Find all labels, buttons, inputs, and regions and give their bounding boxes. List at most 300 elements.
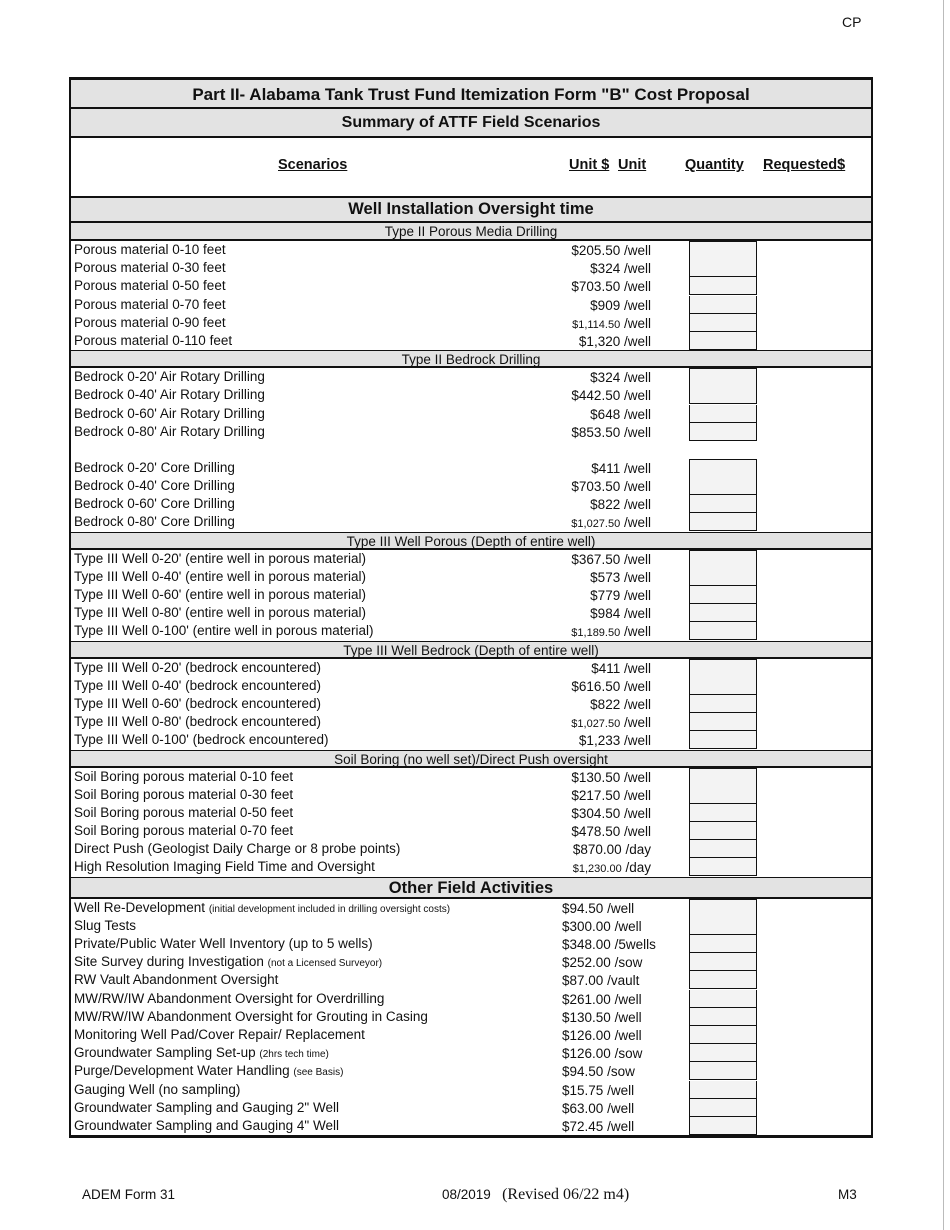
quantity-input[interactable] bbox=[689, 804, 757, 822]
requested-amount-cell[interactable] bbox=[757, 1099, 871, 1117]
type2-bedrock-air-rows bbox=[71, 368, 871, 441]
scenario-label bbox=[74, 569, 366, 584]
quantity-input[interactable] bbox=[689, 1062, 757, 1080]
requested-amount-cell[interactable] bbox=[757, 840, 871, 858]
header-quantity: Quantity bbox=[685, 157, 744, 173]
price-amount: $126.00 bbox=[562, 1027, 611, 1043]
table-row bbox=[71, 495, 871, 513]
unit-price bbox=[562, 937, 656, 952]
unit-price bbox=[590, 697, 651, 712]
table-row bbox=[71, 277, 871, 295]
header-requested: Requested$ bbox=[763, 157, 846, 173]
price-unit: /sow bbox=[614, 1046, 643, 1062]
section-type3-bedrock: Type III Well Bedrock (Depth of entire well) bbox=[71, 641, 871, 659]
requested-amount-cell[interactable] bbox=[757, 990, 871, 1008]
price-unit: /well bbox=[623, 551, 651, 567]
scenario-name: Type III Well 0-40' (bedrock encountered) bbox=[74, 677, 321, 693]
unit-price bbox=[562, 1119, 634, 1134]
unit-price bbox=[571, 388, 651, 403]
requested-amount-cell[interactable] bbox=[757, 568, 871, 586]
requested-amount-cell[interactable] bbox=[757, 513, 871, 531]
unit-price bbox=[571, 824, 651, 839]
price-amount: $324 bbox=[590, 370, 621, 386]
requested-amount-cell[interactable] bbox=[757, 586, 871, 604]
unit-price bbox=[579, 334, 651, 349]
quantity-input[interactable] bbox=[689, 1099, 757, 1117]
scenario-name: Porous material 0-70 feet bbox=[74, 296, 226, 312]
header-unit: Unit bbox=[618, 157, 647, 173]
requested-amount-cell[interactable] bbox=[757, 423, 871, 441]
scenario-name: Direct Push (Geologist Daily Charge or 8 probe points) bbox=[74, 841, 401, 857]
requested-amount-cell[interactable] bbox=[757, 695, 871, 713]
table-row bbox=[71, 1117, 871, 1135]
scenario-label bbox=[74, 1027, 365, 1042]
requested-amount-cell[interactable] bbox=[757, 935, 871, 953]
scenario-label bbox=[74, 805, 293, 820]
requested-amount-cell[interactable] bbox=[757, 858, 871, 876]
scenario-label bbox=[74, 660, 321, 675]
quantity-input[interactable] bbox=[689, 990, 757, 1008]
requested-amount-cell[interactable] bbox=[757, 786, 871, 804]
scenario-label bbox=[74, 315, 226, 330]
price-amount: $94.50 bbox=[562, 900, 604, 916]
requested-amount-cell[interactable] bbox=[757, 713, 871, 731]
scenario-label bbox=[74, 823, 293, 838]
price-amount: $870.00 bbox=[572, 842, 622, 858]
price-unit: /well bbox=[623, 569, 651, 585]
requested-amount-cell[interactable] bbox=[757, 368, 871, 386]
price-amount: $853.50 bbox=[571, 424, 621, 440]
unit-price bbox=[562, 1028, 642, 1043]
unit-price bbox=[562, 1010, 642, 1025]
price-amount: $442.50 bbox=[571, 388, 621, 404]
requested-amount-cell[interactable] bbox=[757, 1062, 871, 1080]
unit-price bbox=[573, 860, 651, 875]
price-unit: /well bbox=[623, 243, 651, 258]
quantity-input[interactable] bbox=[689, 1026, 757, 1044]
price-unit: /well bbox=[623, 424, 651, 440]
scenario-name: Well Re-Development bbox=[74, 899, 206, 915]
requested-amount-cell[interactable] bbox=[757, 731, 871, 749]
scenario-name: Groundwater Sampling Set-up bbox=[74, 1045, 256, 1061]
unit-price bbox=[590, 570, 651, 585]
quantity-input[interactable] bbox=[689, 368, 757, 387]
price-amount: $304.50 bbox=[571, 805, 621, 821]
requested-amount-cell[interactable] bbox=[757, 971, 871, 989]
quantity-input[interactable] bbox=[689, 332, 757, 350]
scenario-label bbox=[74, 333, 232, 348]
price-amount: $348.00 bbox=[562, 937, 611, 952]
requested-amount-cell[interactable] bbox=[757, 953, 871, 971]
scenario-label bbox=[74, 605, 366, 620]
form-title: Part II- Alabama Tank Trust Fund Itemization Form "B" Cost Proposal bbox=[71, 80, 871, 109]
price-unit: /well bbox=[623, 606, 651, 622]
requested-amount-cell[interactable] bbox=[757, 332, 871, 350]
table-row bbox=[71, 822, 871, 840]
requested-amount-cell[interactable] bbox=[757, 604, 871, 622]
price-unit: /well bbox=[607, 1100, 635, 1116]
scenario-name: Bedrock 0-60' Core Drilling bbox=[74, 496, 235, 512]
quantity-input[interactable] bbox=[689, 241, 757, 260]
scenario-label bbox=[74, 387, 265, 402]
section-type2-porous: Type II Porous Media Drilling bbox=[71, 223, 871, 241]
price-unit: /well bbox=[623, 388, 651, 404]
table-row bbox=[71, 332, 871, 350]
page-mark: CP bbox=[842, 14, 862, 30]
unit-price bbox=[562, 1101, 634, 1116]
requested-amount-cell[interactable] bbox=[757, 386, 871, 404]
requested-amount-cell[interactable] bbox=[757, 477, 871, 495]
price-amount: $779 bbox=[590, 588, 621, 603]
unit-price bbox=[571, 243, 651, 258]
unit-price bbox=[571, 479, 651, 494]
quantity-input[interactable] bbox=[689, 586, 757, 604]
quantity-input[interactable] bbox=[689, 622, 757, 640]
type3-bedrock-rows bbox=[71, 659, 871, 750]
table-row bbox=[71, 477, 871, 495]
scenario-label bbox=[74, 242, 226, 257]
scenario-label bbox=[74, 769, 293, 784]
table-row bbox=[71, 368, 871, 386]
price-amount: $324 bbox=[590, 261, 621, 277]
requested-amount-cell[interactable] bbox=[757, 241, 871, 259]
quantity-input[interactable] bbox=[689, 314, 757, 332]
quantity-input[interactable] bbox=[689, 513, 757, 531]
table-row bbox=[71, 677, 871, 695]
soil-boring-rows bbox=[71, 768, 871, 877]
price-amount: $1,320 bbox=[578, 333, 621, 349]
type3-porous-rows bbox=[71, 550, 871, 641]
table-row bbox=[71, 858, 871, 876]
header-scenarios: Scenarios bbox=[278, 157, 348, 173]
price-amount: $261.00 bbox=[562, 991, 611, 1007]
unit-price bbox=[562, 901, 634, 916]
scenario-label bbox=[74, 406, 265, 421]
table-row bbox=[71, 804, 871, 822]
scenario-name: Type III Well 0-20' (entire well in porous material) bbox=[74, 550, 366, 566]
requested-amount-cell[interactable] bbox=[757, 659, 871, 677]
requested-amount-cell[interactable] bbox=[757, 1026, 871, 1044]
price-amount: $130.50 bbox=[571, 769, 621, 785]
column-headers bbox=[71, 138, 871, 198]
table-row bbox=[71, 917, 871, 935]
scenario-name: Porous material 0-30 feet bbox=[74, 260, 226, 276]
quantity-input[interactable] bbox=[689, 971, 757, 989]
scenario-label bbox=[74, 1045, 329, 1060]
quantity-input[interactable] bbox=[689, 840, 757, 858]
scenario-label bbox=[74, 787, 293, 802]
requested-amount-cell[interactable] bbox=[757, 1081, 871, 1099]
requested-amount-cell[interactable] bbox=[757, 550, 871, 568]
quantity-input[interactable] bbox=[689, 604, 757, 622]
scenario-label bbox=[74, 1063, 343, 1078]
price-unit: /well bbox=[623, 588, 651, 603]
scenario-name: Bedrock 0-20' Air Rotary Drilling bbox=[74, 369, 265, 385]
price-amount: $72.45 bbox=[562, 1118, 604, 1134]
scenario-name: Bedrock 0-60' Air Rotary Drilling bbox=[74, 405, 265, 421]
quantity-input[interactable] bbox=[689, 822, 757, 840]
quantity-input[interactable] bbox=[689, 786, 757, 804]
unit-price bbox=[590, 606, 651, 621]
unit-price bbox=[562, 919, 642, 934]
table-row bbox=[71, 695, 871, 713]
scenario-label bbox=[74, 696, 321, 711]
scenario-name: Slug Tests bbox=[74, 917, 137, 933]
unit-price bbox=[572, 316, 651, 331]
footer-date: 08/2019 bbox=[442, 1187, 491, 1202]
requested-amount-cell[interactable] bbox=[757, 917, 871, 935]
table-row bbox=[71, 953, 871, 971]
quantity-input[interactable] bbox=[689, 495, 757, 513]
scenario-name: Bedrock 0-40' Air Rotary Drilling bbox=[74, 387, 265, 403]
scenario-name: Porous material 0-10 feet bbox=[74, 242, 226, 257]
price-unit: /sow bbox=[614, 955, 643, 971]
unit-price bbox=[562, 1083, 634, 1098]
scenario-name: Porous material 0-110 feet bbox=[74, 332, 233, 348]
scenario-label bbox=[74, 587, 366, 602]
quantity-input[interactable] bbox=[689, 935, 757, 953]
unit-price bbox=[571, 679, 651, 694]
requested-amount-cell[interactable] bbox=[757, 1117, 871, 1135]
price-unit: /well bbox=[623, 678, 651, 694]
scenario-note: (2hrs tech time) bbox=[259, 1049, 329, 1061]
scenario-name: Type III Well 0-60' (bedrock encountered) bbox=[74, 695, 321, 711]
requested-amount-cell[interactable] bbox=[757, 622, 871, 640]
footer-form-id: ADEM Form 31 bbox=[82, 1187, 176, 1202]
unit-price bbox=[590, 261, 651, 276]
price-unit: /well bbox=[623, 769, 651, 785]
price-amount: $94.50 bbox=[562, 1064, 604, 1080]
price-unit: /well bbox=[623, 261, 651, 277]
unit-price bbox=[571, 515, 651, 530]
footer-page-code: M3 bbox=[838, 1187, 857, 1202]
price-amount: $648 bbox=[590, 406, 621, 422]
scenario-name: Soil Boring porous material 0-30 feet bbox=[74, 786, 294, 802]
price-unit: /vault bbox=[607, 973, 640, 989]
table-row bbox=[71, 568, 871, 586]
requested-amount-cell[interactable] bbox=[757, 804, 871, 822]
quantity-input[interactable] bbox=[689, 858, 757, 876]
price-amount: $616.50 bbox=[571, 678, 621, 694]
quantity-input[interactable] bbox=[689, 659, 757, 678]
quantity-input[interactable] bbox=[689, 1008, 757, 1026]
quantity-input[interactable] bbox=[689, 953, 757, 971]
spacer-row bbox=[71, 441, 871, 459]
scenario-label bbox=[74, 859, 375, 874]
price-unit: /sow bbox=[607, 1064, 635, 1080]
quantity-input[interactable] bbox=[689, 677, 757, 695]
unit-price bbox=[571, 770, 651, 785]
requested-amount-cell[interactable] bbox=[757, 899, 871, 917]
quantity-input[interactable] bbox=[689, 259, 757, 277]
price-unit: /well bbox=[623, 497, 651, 513]
scan-edge-line bbox=[943, 0, 944, 1230]
scenario-name: Private/Public Water Well Inventory (up to 5 wells) bbox=[74, 936, 373, 951]
price-unit: /well bbox=[623, 297, 651, 313]
type2-bedrock-core-rows bbox=[71, 459, 871, 532]
table-row bbox=[71, 423, 871, 441]
unit-price bbox=[590, 370, 651, 385]
scenario-name: High Resolution Imaging Field Time and Oversight bbox=[74, 859, 375, 875]
requested-amount-cell[interactable] bbox=[757, 677, 871, 695]
requested-amount-cell[interactable] bbox=[757, 1008, 871, 1026]
quantity-input[interactable] bbox=[689, 1117, 757, 1135]
requested-amount-cell[interactable] bbox=[757, 259, 871, 277]
scenario-name: Type III Well 0-100' (bedrock encountered) bbox=[74, 732, 329, 748]
price-amount: $252.00 bbox=[562, 955, 611, 971]
price-unit: /day bbox=[625, 860, 651, 876]
type2-porous-rows bbox=[71, 241, 871, 350]
quantity-input[interactable] bbox=[689, 731, 757, 749]
unit-price bbox=[571, 788, 651, 803]
unit-price bbox=[562, 992, 642, 1007]
unit-price bbox=[590, 407, 651, 422]
scenario-label bbox=[74, 297, 226, 312]
unit-price bbox=[573, 842, 651, 857]
scenario-name: Bedrock 0-80' Air Rotary Drilling bbox=[74, 423, 265, 439]
price-amount: $411 bbox=[591, 660, 621, 676]
scenario-label bbox=[74, 678, 321, 693]
price-unit: /well bbox=[614, 1027, 642, 1043]
scenario-name: Bedrock 0-20' Core Drilling bbox=[74, 459, 235, 475]
scenario-label bbox=[74, 496, 235, 511]
requested-amount-cell[interactable] bbox=[757, 296, 871, 314]
unit-price bbox=[562, 955, 642, 970]
scenario-label bbox=[74, 841, 400, 856]
scenario-label bbox=[74, 460, 235, 475]
price-unit: /well bbox=[623, 479, 651, 495]
price-unit: /well bbox=[607, 1118, 635, 1134]
scenario-label bbox=[74, 900, 450, 915]
scenario-name: Type III Well 0-80' (bedrock encountered) bbox=[74, 714, 321, 730]
scenario-note: (initial development included in drilling oversight costs) bbox=[208, 903, 451, 915]
price-unit: /well bbox=[623, 406, 651, 422]
scenario-label bbox=[74, 1009, 428, 1024]
scenario-name: Porous material 0-50 feet bbox=[74, 278, 226, 294]
price-amount: $1,027.50 bbox=[571, 718, 621, 731]
quantity-input[interactable] bbox=[689, 1081, 757, 1099]
table-row bbox=[71, 550, 871, 568]
price-amount: $703.50 bbox=[571, 479, 621, 495]
requested-amount-cell[interactable] bbox=[757, 459, 871, 477]
scenario-label bbox=[74, 1100, 339, 1115]
quantity-input[interactable] bbox=[689, 917, 757, 935]
requested-amount-cell[interactable] bbox=[757, 314, 871, 332]
price-amount: $126.00 bbox=[562, 1046, 611, 1062]
scenario-label bbox=[74, 936, 373, 951]
footer-revision: (Revised 06/22 m4) bbox=[502, 1186, 630, 1203]
requested-amount-cell[interactable] bbox=[757, 822, 871, 840]
quantity-input[interactable] bbox=[689, 899, 757, 918]
unit-price bbox=[562, 973, 639, 988]
scenario-label bbox=[74, 369, 265, 384]
scenario-name: Monitoring Well Pad/Cover Repair/ Replacement bbox=[74, 1026, 365, 1042]
section-soil-boring: Soil Boring (no well set)/Direct Push oversight bbox=[71, 750, 871, 768]
scenario-name: MW/RW/IW Abandonment Oversight for Grouting in Casing bbox=[74, 1008, 428, 1024]
quantity-input[interactable] bbox=[689, 459, 757, 478]
scenario-label bbox=[74, 972, 278, 987]
scenario-label bbox=[74, 623, 373, 638]
quantity-input[interactable] bbox=[689, 568, 757, 586]
form-subtitle: Summary of ATTF Field Scenarios bbox=[71, 109, 871, 138]
requested-amount-cell[interactable] bbox=[757, 405, 871, 423]
scenario-name: Porous material 0-90 feet bbox=[74, 314, 226, 330]
requested-amount-cell[interactable] bbox=[757, 768, 871, 786]
scenario-name: Bedrock 0-80' Core Drilling bbox=[74, 514, 235, 530]
scenario-label bbox=[74, 991, 384, 1006]
price-amount: $217.50 bbox=[571, 787, 621, 803]
quantity-input[interactable] bbox=[689, 1044, 757, 1062]
requested-amount-cell[interactable] bbox=[757, 277, 871, 295]
quantity-input[interactable] bbox=[689, 768, 757, 787]
price-amount: $63.00 bbox=[562, 1100, 604, 1116]
cost-proposal-form bbox=[69, 77, 873, 1138]
scenario-label bbox=[74, 260, 226, 275]
requested-amount-cell[interactable] bbox=[757, 495, 871, 513]
unit-price bbox=[571, 806, 651, 821]
table-row bbox=[71, 840, 871, 858]
price-amount: $367.50 bbox=[571, 551, 621, 567]
scenario-name: Soil Boring porous material 0-10 feet bbox=[74, 768, 294, 784]
group-well-installation: Well Installation Oversight time bbox=[71, 198, 871, 223]
unit-price bbox=[562, 1064, 635, 1079]
price-unit: /well bbox=[614, 991, 642, 1007]
scenario-name: Type III Well 0-60' (entire well in porous material) bbox=[74, 587, 366, 602]
quantity-input[interactable] bbox=[689, 695, 757, 713]
table-row bbox=[71, 990, 871, 1008]
scenario-name: Type III Well 0-20' (bedrock encountered) bbox=[74, 659, 321, 675]
price-amount: $1,233 bbox=[578, 733, 621, 749]
unit-price bbox=[571, 552, 651, 567]
quantity-input[interactable] bbox=[689, 477, 757, 495]
price-amount: $703.50 bbox=[571, 279, 621, 295]
table-row bbox=[71, 768, 871, 786]
unit-price bbox=[571, 715, 651, 730]
price-unit: /well bbox=[623, 733, 651, 749]
quantity-input[interactable] bbox=[689, 296, 757, 314]
scenario-note: (see Basis) bbox=[293, 1067, 344, 1079]
unit-price bbox=[590, 298, 651, 313]
quantity-input[interactable] bbox=[689, 277, 757, 295]
price-amount: $1,189.50 bbox=[571, 627, 621, 640]
scenario-name: Bedrock 0-40' Core Drilling bbox=[74, 478, 235, 494]
price-unit: /well bbox=[623, 315, 651, 331]
table-row bbox=[71, 405, 871, 423]
price-amount: $1,230.00 bbox=[572, 863, 622, 876]
quantity-input[interactable] bbox=[689, 550, 757, 569]
price-unit: /well bbox=[614, 1009, 642, 1025]
quantity-input[interactable] bbox=[689, 405, 757, 423]
price-unit: /well bbox=[607, 1082, 635, 1098]
scenario-label bbox=[74, 714, 321, 729]
requested-amount-cell[interactable] bbox=[757, 1044, 871, 1062]
scenario-label bbox=[74, 424, 265, 439]
unit-price bbox=[590, 497, 651, 512]
scenario-name: Site Survey during Investigation bbox=[74, 954, 264, 970]
scenario-label bbox=[74, 1082, 240, 1097]
price-amount: $15.75 bbox=[562, 1082, 604, 1098]
price-amount: $411 bbox=[591, 460, 621, 476]
quantity-input[interactable] bbox=[689, 386, 757, 404]
price-unit: /well bbox=[623, 624, 651, 640]
unit-price bbox=[591, 461, 651, 476]
quantity-input[interactable] bbox=[689, 423, 757, 441]
unit-price bbox=[579, 733, 651, 748]
unit-price bbox=[562, 1046, 642, 1061]
price-unit: /well bbox=[623, 696, 651, 712]
quantity-input[interactable] bbox=[689, 713, 757, 731]
scenario-name: Type III Well 0-100' (entire well in porous material) bbox=[74, 623, 374, 639]
